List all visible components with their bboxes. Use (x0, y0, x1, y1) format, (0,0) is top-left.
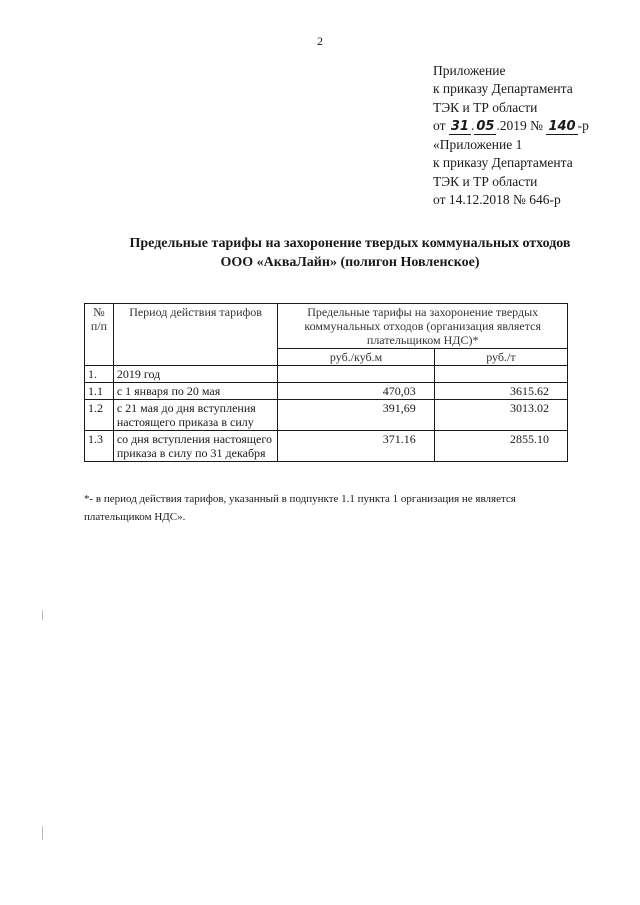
title-line: ООО «АкваЛайн» (полигон Новленское) (220, 255, 480, 270)
row-period: 2019 год (113, 366, 278, 383)
appendix-line: ТЭК и ТР области (433, 99, 538, 115)
date-prefix: от (433, 117, 446, 133)
appendix-line: к приказу Департамента (433, 81, 573, 97)
tariffs-table (84, 303, 568, 462)
header-tariffs: Предельные тарифы на захоронение твердых коммунальных отходов (организация является плательщиком НДС)* (278, 304, 568, 349)
title-line: Предельные тарифы на захоронение твердых коммунальных отходов (129, 236, 571, 251)
footnote: *- в период действия тарифов, указанный в подпункте 1.1 пункта 1 организация не является плательщиком НДС». (84, 493, 516, 523)
row-num: 1.2 (85, 400, 114, 431)
date-year-and-number-sign: .2019 № (496, 117, 544, 133)
order-date-line (433, 117, 633, 136)
appendix-line: «Приложение 1 (433, 137, 523, 153)
appendix-line: Приложение (433, 63, 506, 78)
header-period: Период действия тарифов (113, 304, 278, 366)
row-cubic: 391,69 (278, 400, 434, 431)
handwritten-month: 05 (476, 118, 495, 134)
appendix-line: ТЭК и ТР области (433, 173, 538, 189)
table-row (85, 400, 568, 431)
scan-mark (42, 610, 43, 620)
header-num: № п/п (85, 304, 114, 366)
row-num: 1.1 (85, 383, 114, 400)
table-row (85, 383, 568, 400)
appendix-line: к приказу Департамента (433, 155, 573, 171)
row-period: со дня вступления настоящего приказа в силу по 31 декабря (113, 431, 278, 462)
document-title (60, 234, 640, 272)
row-period: с 1 января по 20 мая (113, 383, 278, 400)
order-suffix: -р (577, 117, 589, 133)
appendix-block (433, 62, 633, 209)
date-separator: . (470, 117, 475, 133)
page-number: 2 (317, 34, 323, 48)
appendix-line: от 14.12.2018 № 646-р (433, 192, 561, 208)
handwritten-day: 31 (450, 118, 469, 134)
row-ton: 2855.10 (434, 431, 567, 462)
row-ton (434, 366, 567, 383)
table-header-row (85, 304, 568, 349)
row-num: 1.3 (85, 431, 114, 462)
row-period: с 21 мая до дня вступления настоящего приказа в силу (113, 400, 278, 431)
table-row (85, 431, 568, 462)
row-num: 1. (85, 366, 114, 383)
row-cubic (278, 366, 434, 383)
row-ton: 3013.02 (434, 400, 567, 431)
header-unit-ton: руб./т (434, 349, 567, 366)
row-cubic: 470,03 (278, 383, 434, 400)
table-row (85, 366, 568, 383)
row-cubic: 371.16 (278, 431, 434, 462)
handwritten-order-number: 140 (548, 118, 576, 134)
row-ton: 3615.62 (434, 383, 567, 400)
header-unit-cubic: руб./куб.м (278, 349, 434, 366)
scan-mark (42, 826, 43, 840)
